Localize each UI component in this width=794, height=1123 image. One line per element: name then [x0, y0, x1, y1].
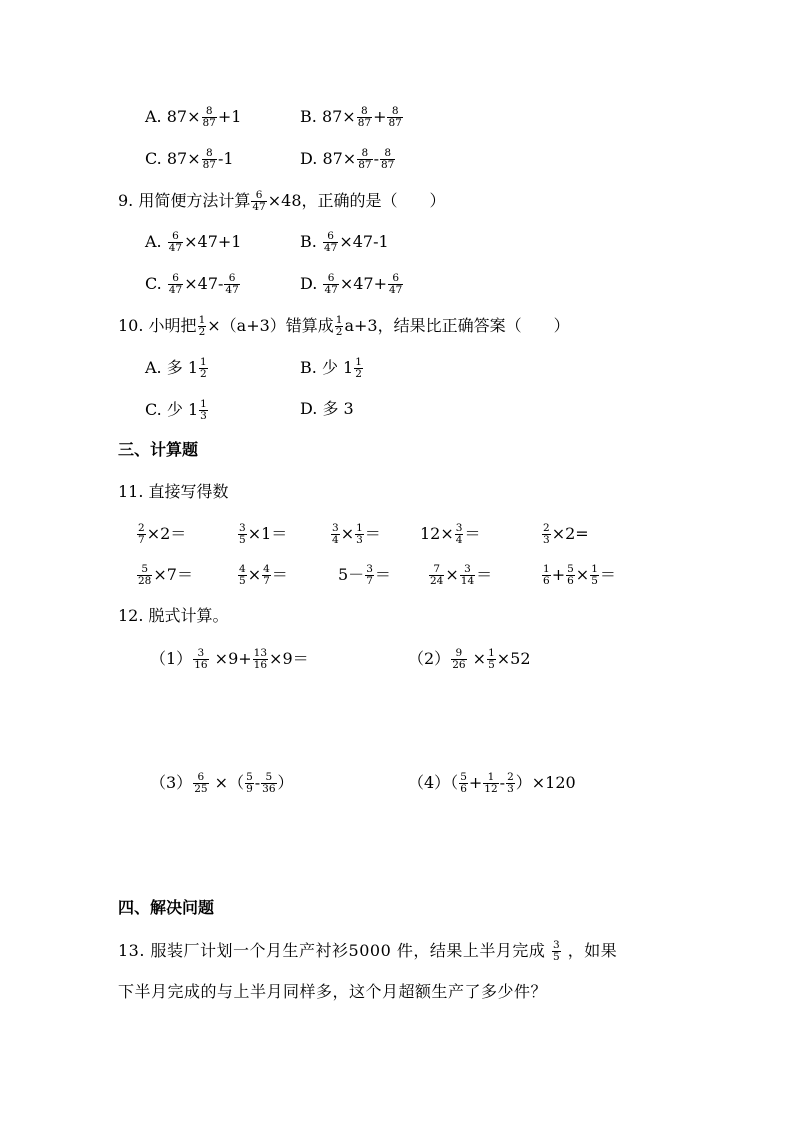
section-title: 三、计算题	[118, 440, 199, 459]
q11-item: 12× $\frac{3}{4}$ ＝	[420, 522, 481, 546]
fraction: $\frac{8}{87}$	[202, 105, 216, 129]
section-title: 四、解决问题	[118, 898, 215, 917]
fraction: $\frac{2}{3}$	[543, 522, 550, 546]
fraction: $\frac{5}{9}$	[246, 771, 253, 795]
q8-option-d: D. 87× $\frac{8}{87}$ - $\frac{8}{87}$	[300, 147, 395, 171]
fraction: $\frac{6}{25}$	[194, 771, 208, 795]
fraction: $\frac{5}{36}$	[262, 771, 276, 795]
q10-option-d: D. 多 3	[300, 399, 354, 418]
fraction: $\frac{4}{5}$	[239, 563, 246, 587]
q9-option-a: A. $\frac{6}{47}$ ×47+1	[145, 230, 242, 254]
fraction: $\frac{6}{47}$	[225, 272, 239, 296]
fraction: $\frac{1}{3}$	[356, 522, 363, 546]
fraction: $\frac{8}{87}$	[388, 105, 402, 129]
fraction: $\frac{1}{5}$	[488, 647, 495, 671]
q11-item: $\frac{1}{6}$ + $\frac{5}{6}$ × $\frac{1}{5}$ ＝	[543, 563, 616, 587]
fraction: $\frac{1}{6}$	[543, 563, 550, 587]
q10-stem: 10. 小明把 $\frac{1}{2}$ ×（a+3）错算成 $\frac{1}{2}$ a+3，结果比正确答案（ ）	[118, 314, 570, 338]
fraction: $\frac{6}{47}$	[323, 230, 338, 254]
fraction: $\frac{2}{3}$	[507, 771, 514, 795]
q9-stem: 9. 用简便方法计算 $\frac{6}{47}$ ×48，正确的是（ ）	[118, 189, 446, 213]
q9-option-b: B. $\frac{6}{47}$ ×47-1	[300, 230, 389, 254]
fraction: $\frac{3}{7}$	[366, 563, 373, 587]
fraction: $\frac{5}{6}$	[567, 563, 574, 587]
fraction: $\frac{7}{24}$	[430, 563, 444, 587]
q11-item: $\frac{2}{3}$ ×2=	[543, 522, 589, 546]
q11-item: $\frac{3}{4}$ × $\frac{1}{3}$ ＝	[332, 522, 381, 546]
q11-item: $\frac{2}{7}$ ×2＝	[138, 522, 187, 546]
fraction: $\frac{6}{47}$	[324, 272, 338, 296]
q12-part-3: （3） $\frac{6}{25}$ ×（ $\frac{5}{9}$ - $\frac{5}{36}$ ）	[150, 771, 294, 795]
fraction: $\frac{3}{5}$	[239, 522, 246, 546]
q10-option-c: C. 少 1 $\frac{1}{3}$	[145, 398, 207, 422]
fraction: $\frac{3}{4}$	[332, 522, 339, 546]
fraction: $\frac{1}{3}$	[200, 398, 207, 422]
fraction: $\frac{3}{5}$	[552, 939, 561, 963]
q13-line-2: 下半月完成的与上半月同样多，这个月超额生产了多少件？	[118, 982, 548, 1001]
fraction: $\frac{1}{12}$	[484, 771, 498, 795]
fraction: $\frac{6}{47}$	[168, 272, 183, 296]
q11-item: 5－ $\frac{3}{7}$ ＝	[338, 563, 391, 587]
fraction: $\frac{5}{6}$	[460, 771, 467, 795]
fraction: $\frac{1}{2}$	[355, 356, 362, 380]
q10-option-b: B. 少 1 $\frac{1}{2}$	[300, 356, 362, 380]
fraction: $\frac{2}{7}$	[138, 522, 145, 546]
q12-part-4: （4）（ $\frac{5}{6}$ + $\frac{1}{12}$ - $\frac{2}{3}$ ）×120	[408, 771, 576, 795]
fraction: $\frac{3}{14}$	[460, 563, 475, 587]
q8-option-b: B. 87× $\frac{8}{87}$ + $\frac{8}{87}$	[300, 105, 402, 129]
q9-option-d: D. $\frac{6}{47}$ ×47+ $\frac{6}{47}$	[300, 272, 403, 296]
fraction: $\frac{4}{7}$	[263, 563, 270, 587]
fraction: $\frac{3}{16}$	[194, 647, 208, 671]
q10-option-a: A. 多 1 $\frac{1}{2}$	[145, 356, 207, 380]
fraction: $\frac{1}{2}$	[198, 314, 206, 338]
fraction: $\frac{6}{47}$	[168, 230, 183, 254]
fraction: $\frac{13}{16}$	[253, 647, 268, 671]
fraction: $\frac{8}{87}$	[357, 105, 372, 129]
fraction: $\frac{8}{87}$	[202, 147, 216, 171]
q13-line-1: 13. 服装厂计划一个月生产衬衫5000 件，结果上半月完成 $\frac{3}{5}$ ，如果	[118, 939, 618, 963]
q9-option-c: C. $\frac{6}{47}$ ×47- $\frac{6}{47}$	[145, 272, 239, 296]
q11-item: $\frac{5}{28}$ ×7＝	[138, 563, 193, 587]
q12-title: 12. 脱式计算。	[118, 606, 229, 625]
fraction: $\frac{1}{2}$	[335, 314, 343, 338]
q11-item: $\frac{3}{5}$ ×1＝	[239, 522, 288, 546]
q11-title: 11. 直接写得数	[118, 482, 229, 501]
fraction: $\frac{1}{2}$	[200, 356, 207, 380]
fraction: $\frac{5}{28}$	[138, 563, 152, 587]
fraction: $\frac{8}{87}$	[358, 147, 372, 171]
fraction: $\frac{8}{87}$	[380, 147, 395, 171]
fraction: $\frac{6}{47}$	[252, 189, 266, 213]
q12-part-2: （2） $\frac{9}{26}$ × $\frac{1}{5}$ ×52	[408, 647, 531, 671]
q11-item: $\frac{7}{24}$ × $\frac{3}{14}$ ＝	[430, 563, 493, 587]
fraction: $\frac{6}{47}$	[388, 272, 403, 296]
fraction: $\frac{1}{5}$	[591, 563, 598, 587]
q8-option-a: A. 87× $\frac{8}{87}$ +1	[145, 105, 242, 129]
fraction: $\frac{9}{26}$	[452, 647, 466, 671]
fraction: $\frac{3}{4}$	[455, 522, 463, 546]
q12-part-1: （1） $\frac{3}{16}$ ×9+ $\frac{13}{16}$ ×9＝	[150, 647, 309, 671]
q8-option-c: C. 87× $\frac{8}{87}$ -1	[145, 147, 234, 171]
q11-item: $\frac{4}{5}$ × $\frac{4}{7}$ ＝	[239, 563, 288, 587]
